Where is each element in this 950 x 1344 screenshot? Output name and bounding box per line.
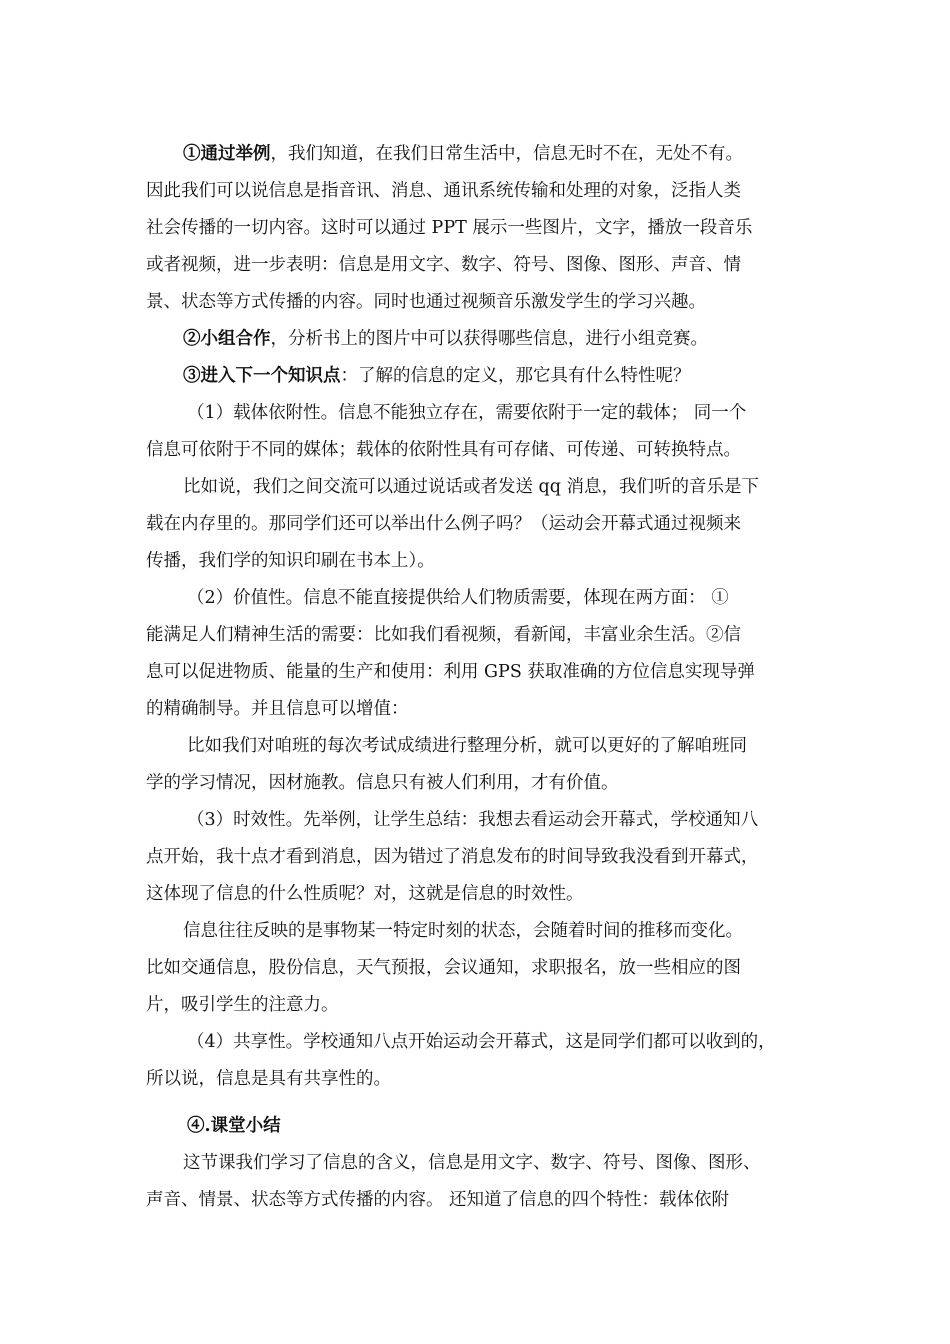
paragraph-line: 这节课我们学习了信息的含义，信息是用文字、数字、符号、图像、图形、 <box>183 1152 761 1173</box>
paragraph-line: 信息可依附于不同的媒体；载体的依附性具有可存储、可传递、可转换特点。 <box>146 439 741 460</box>
paragraph-line: 比如说，我们之间交流可以通过说话或者发送 qq 消息，我们听的音乐是下 <box>183 476 760 497</box>
paragraph-line: （2）价值性。信息不能直接提供给人们物质需要，体现在两方面： ① <box>187 587 729 608</box>
paragraph-line: 传播，我们学的知识印刷在书本上）。 <box>146 550 435 571</box>
paragraph-line: 信息往往反映的是事物某一特定时刻的状态，会随着时间的推移而变化。 <box>183 920 743 941</box>
paragraph-line: 因此我们可以说信息是指音讯、消息、通讯系统传输和处理的对象，泛指人类 <box>146 180 741 201</box>
paragraph-line: （3）时效性。先举例，让学生总结：我想去看运动会开幕式，学校通知八 <box>187 809 759 830</box>
paragraph-line <box>183 364 826 388</box>
paragraph-line: （1）载体依附性。信息不能独立存在，需要依附于一定的载体； 同一个 <box>187 402 747 423</box>
paragraph-line <box>183 142 826 166</box>
paragraph-line <box>183 327 826 351</box>
line-text: ：了解的信息的定义，那它具有什么特性呢？ <box>340 365 691 386</box>
paragraph-line: 载在内存里的。那同学们还可以举出什么例子吗？（运动会开幕式通过视频来 <box>146 513 741 534</box>
paragraph-line: 学的学习情况，因材施教。信息只有被人们利用，才有价值。 <box>146 772 619 793</box>
paragraph-line: 的精确制导。并且信息可以增值： <box>146 698 409 719</box>
paragraph-line: 点开始，我十点才看到消息，因为错过了消息发布的时间导致我没看到开幕式， <box>146 846 759 867</box>
bold-lead: ①通过举例 <box>183 143 271 164</box>
paragraph-line: 片，吸引学生的注意力。 <box>146 994 339 1015</box>
line-text: ，我们知道，在我们日常生活中，信息无时不在，无处不有。 <box>270 143 743 164</box>
paragraph-line: 或者视频，进一步表明：信息是用文字、数字、符号、图像、图形、声音、情 <box>146 254 741 275</box>
bold-lead: ③进入下一个知识点 <box>183 365 341 386</box>
paragraph-line: 息可以促进物质、能量的生产和使用：利用 GPS 获取准确的方位信息实现导弹 <box>146 661 755 682</box>
paragraph-line: 所以说，信息是具有共享性的。 <box>146 1068 391 1089</box>
paragraph-line: （4）共享性。学校通知八点开始运动会开幕式，这是同学们都可以收到的， <box>187 1031 776 1052</box>
paragraph-line: 这体现了信息的什么性质呢？对，这就是信息的时效性。 <box>146 883 584 904</box>
paragraph-line: 比如交通信息，股份信息，天气预报，会议通知，求职报名，放一些相应的图 <box>146 957 741 978</box>
paragraph-line: 景、状态等方式传播的内容。同时也通过视频音乐激发学生的学习兴趣。 <box>146 291 706 312</box>
bold-lead: ②小组合作 <box>183 328 271 349</box>
section-heading <box>187 1114 826 1138</box>
bold-lead: ④.课堂小结 <box>187 1115 281 1136</box>
paragraph-line: 社会传播的一切内容。这时可以通过 PPT 展示一些图片，文字，播放一段音乐 <box>146 217 753 238</box>
line-text: ，分析书上的图片中可以获得哪些信息，进行小组竞赛。 <box>270 328 708 349</box>
paragraph-line: 比如我们对咱班的每次考试成绩进行整理分析，就可以更好的了解咱班同 <box>187 735 747 756</box>
paragraph-line: 声音、情景、状态等方式传播的内容。 还知道了信息的四个特性：载体依附 <box>146 1189 730 1210</box>
paragraph-line: 能满足人们精神生活的需要：比如我们看视频，看新闻，丰富业余生活。②信 <box>146 624 741 645</box>
